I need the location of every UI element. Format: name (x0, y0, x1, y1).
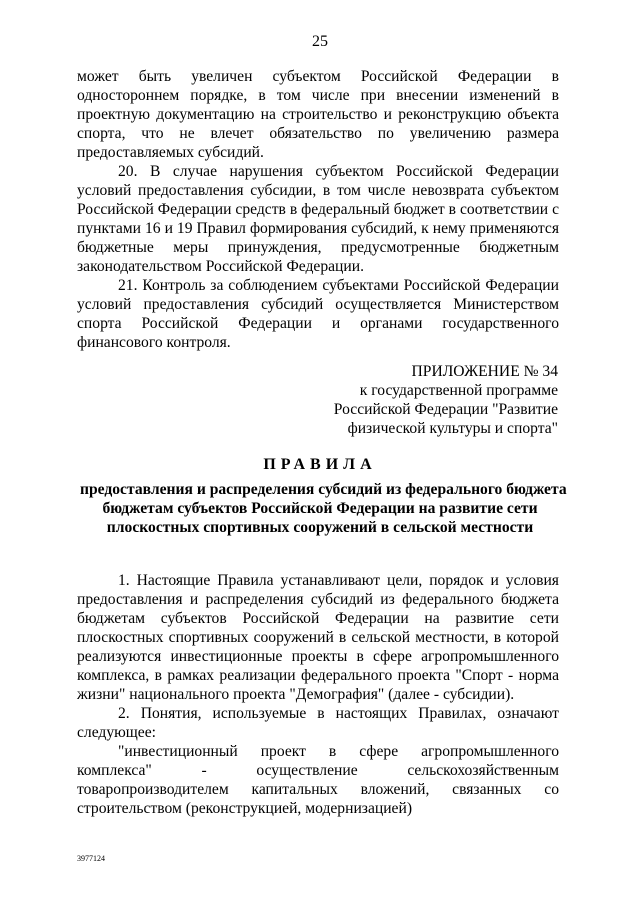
page-number: 25 (312, 33, 328, 50)
appendix-line: к государственной программе (359, 382, 558, 399)
paragraph-21: 21. Контроль за соблюдением субъектами Российской Федерации условий предоставления субсидий осуществляется Министерством спорта Российской Федерации и органами государственного финансового контроля. (77, 277, 559, 351)
paragraph-definition: "инвестиционный проект в сфере агропромышленного комплекса" - осуществление сельскохозяйственным товаропроизводителем капитальных вложений, связанных со строительством (реконструкцией, модернизацией) (77, 743, 559, 817)
appendix-line: Российской Федерации "Развитие (333, 401, 558, 418)
document-code: 3977124 (77, 854, 105, 863)
rules-title: ПРАВИЛА (263, 456, 377, 473)
paragraph-2: 2. Понятия, используемые в настоящих Правилах, означают следующее: (77, 705, 559, 741)
appendix-number: ПРИЛОЖЕНИЕ № 34 (411, 363, 558, 380)
section-paragraphs-rules (77, 571, 559, 818)
paragraph-20: 20. В случае нарушения субъектом Российской Федерации условий предоставления субсидии, в том числе невозврата субъектом Российской Федерации средств в федеральный бюджет в соответствии с пунктами 16 и 19 Правил формирования субсидий, к нему применяются бюджетные меры принуждения, предусмотренные бюджетным законодательством Российской Федерации. (77, 163, 559, 275)
subtitle-line: предоставления и распределения субсидий из федерального бюджета (80, 481, 567, 498)
appendix-header (330, 362, 558, 438)
section-paragraphs-top (77, 67, 559, 352)
appendix-line: физической культуры и спорта" (347, 420, 558, 437)
rules-subtitle (80, 480, 567, 537)
paragraph-1: 1. Настоящие Правила устанавливают цели, порядок и условия предоставления и распределения субсидий из федерального бюджета бюджетам субъектов Российской Федерации на развитие сети плоскостных спортивных сооружений в сельской местности, в которой реализуются инвестиционные проекты в сфере агропромышленного комплекса, в рамках реализации федерального проекта "Спорт - норма жизни" национального проекта "Демография" (далее - субсидии). (77, 572, 559, 703)
paragraph-continuation: может быть увеличен субъектом Российской Федерации в одностороннем порядке, в том числе при внесении изменений в проектную документацию на строительство и реконструкцию объекта спорта, что не влечет обязательство по увеличению размера предоставляемых субсидий. (77, 68, 559, 161)
subtitle-line: бюджетам субъектов Российской Федерации на развитие сети (102, 500, 538, 517)
subtitle-line: плоскостных спортивных сооружений в сельской местности (106, 519, 534, 536)
